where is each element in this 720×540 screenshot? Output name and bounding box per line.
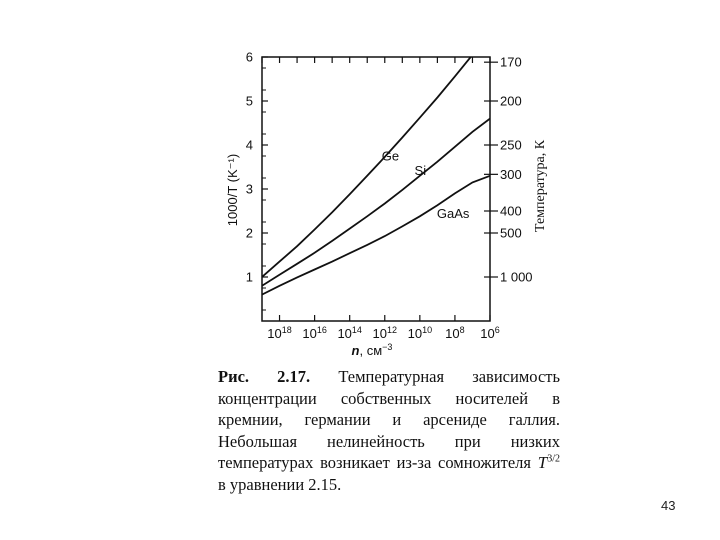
series-line-gaas <box>262 176 490 295</box>
left-axis-ticks <box>246 50 268 311</box>
x-tick-label: $10^8$ <box>445 325 465 341</box>
right-tick-label: 300 <box>500 166 522 182</box>
caption-factor-exp: 3/2 <box>547 453 561 465</box>
caption-factor-var: T <box>537 453 548 472</box>
x-tick-label: $10^{18}$ <box>267 325 292 341</box>
x-tick-label: $10^{14}$ <box>337 325 362 341</box>
page-number: 43 <box>661 498 676 513</box>
left-tick-label: 2 <box>245 225 253 241</box>
left-tick-label: 1 <box>245 269 253 285</box>
x-axis-title-var: n <box>351 343 360 358</box>
right-tick-label: 200 <box>500 93 522 109</box>
x-tick-label: $10^{12}$ <box>372 325 398 341</box>
series-line-ge <box>262 55 473 277</box>
series-label-si: Si <box>414 162 427 178</box>
x-axis-ticks <box>262 57 500 341</box>
caption-lead: Рис. 2.17. <box>218 367 311 386</box>
x-axis-title <box>352 342 393 358</box>
left-axis-title: 1000/T (K⁻¹) <box>225 153 240 227</box>
series-labels <box>382 148 470 221</box>
series-label-gaas: GaAs <box>436 206 470 222</box>
series-line-si <box>262 119 490 286</box>
left-tick-label: 3 <box>245 181 253 197</box>
caption-tail: в уравнении 2.15. <box>218 474 342 494</box>
right-tick-label: 500 <box>500 225 522 241</box>
plot-frame <box>262 57 490 321</box>
right-axis-title: Температура, К <box>533 139 548 233</box>
caption-body: Температурная зависимость концентрации собственных носителей в кремнии, германии и арсениде галлия. Небольшая нелинейность при низких температурах возникает из-за сомножителя <box>218 367 560 472</box>
left-tick-label: 4 <box>245 137 253 153</box>
right-tick-label: 250 <box>500 137 522 153</box>
left-tick-label: 5 <box>245 93 253 109</box>
x-tick-label: $10^6$ <box>480 325 500 341</box>
left-tick-label: 6 <box>245 49 253 65</box>
series-label-ge: Ge <box>381 148 400 164</box>
x-tick-label: $10^{10}$ <box>407 325 433 341</box>
right-tick-label: 170 <box>500 54 522 70</box>
right-tick-label: 400 <box>500 203 522 219</box>
right-axis-ticks <box>484 55 533 285</box>
right-tick-label: 1 000 <box>500 269 533 285</box>
figure-caption <box>218 366 560 495</box>
x-axis-title-exp: −3 <box>382 342 393 352</box>
series-lines <box>262 55 490 295</box>
x-axis-title-unit: , см <box>359 343 383 358</box>
x-tick-label: $10^{16}$ <box>302 325 327 341</box>
